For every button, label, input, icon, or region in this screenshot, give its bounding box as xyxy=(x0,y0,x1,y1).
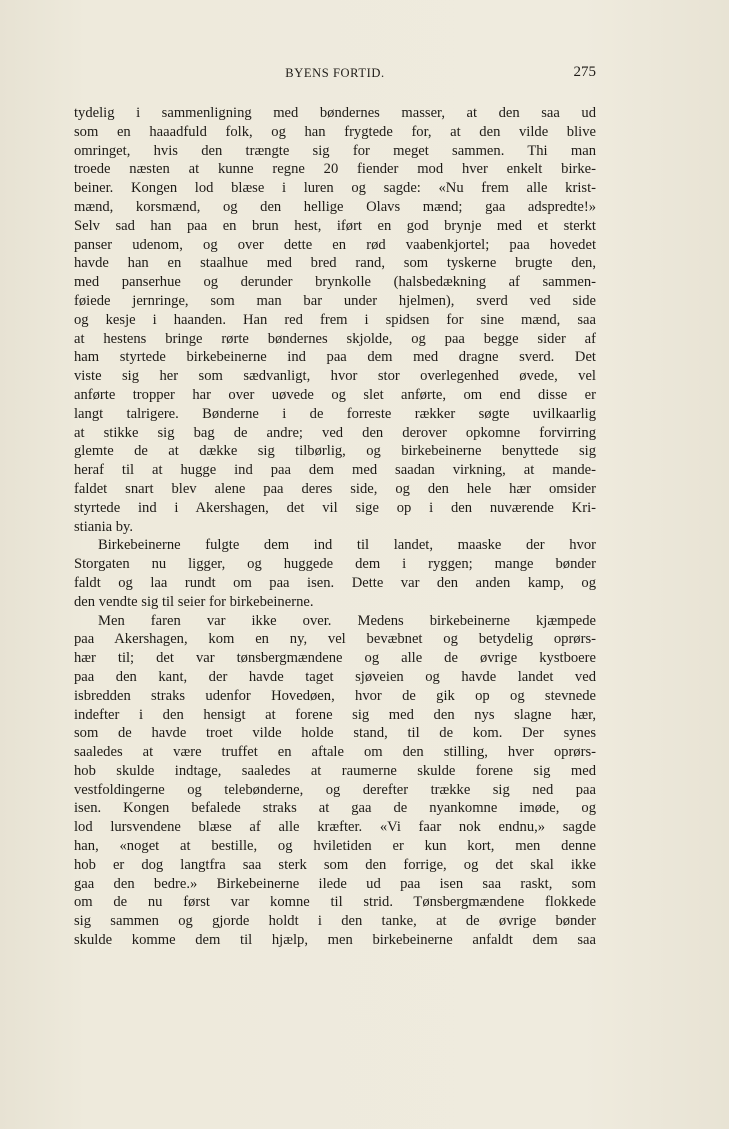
text-line: skulde komme dem til hjælp, men birkebeinerne anfaldt dem saa xyxy=(74,932,596,949)
text-line: faldet snart blev alene paa deres side, og den hele hær omsider xyxy=(74,480,596,497)
text-line: og kesje i haanden. Han red frem i spidsen for sine mænd, saa xyxy=(74,311,596,328)
text-line: stiania by. xyxy=(74,518,134,535)
text-line: lod lursvendene blæse af alle kræfter. «Vi faar nok endnu,» sagde xyxy=(74,819,596,836)
text-line: hob er dog langtfra saa sterk som den forrige, og det skal ikke xyxy=(74,856,596,873)
text-line: sig sammen og gjorde holdt i den tanke, at de øvrige bønder xyxy=(74,913,596,930)
text-line: isen. Kongen befalede straks at gaa de nyankomne imøde, og xyxy=(74,800,596,817)
text-line: Selv sad han paa en brun hest, iført en god brynje med et sterkt xyxy=(74,217,596,234)
text-line: at stikke sig bag de andre; ved den derover opkomne forvirring xyxy=(74,424,596,441)
text-line: som en haaadfuld folk, og han frygtede for, at den vilde blive xyxy=(74,123,596,140)
text-line: faldt og laa rundt om paa isen. Dette var den anden kamp, og xyxy=(74,574,596,591)
text-line: saaledes at være truffet en aftale om den stilling, hver oprørs- xyxy=(74,744,596,761)
text-line: at hestens bringe rørte bøndernes skjolde, og paa begge sider af xyxy=(74,330,596,347)
text-line: anførte tropper har over uøvede og slet anførte, om end disse er xyxy=(74,386,596,403)
running-title: BYENS FORTID. xyxy=(285,66,385,80)
text-line: føiede jernringe, som man bar under hjelmen), sverd ved side xyxy=(74,292,596,309)
body-text xyxy=(74,104,596,950)
text-line: heraf til at hugge ind paa dem med saadan virkning, at mande- xyxy=(74,462,596,479)
text-line: Men faren var ikke over. Medens birkebeinerne kjæmpede xyxy=(98,612,596,629)
text-line: omringet, hvis den trængte sig for meget sammen. Thi man xyxy=(74,142,596,159)
text-line: hær til; det var tønsbergmændene og alle de øvrige kystboere xyxy=(74,650,596,667)
text-line: paa den kant, der havde taget sjøveien og havde landet ved xyxy=(74,668,596,685)
text-line: troede næsten at kunne regne 20 fiender mod hver enkelt birke- xyxy=(74,161,596,178)
text-line: han, «noget at bestille, og hviletiden er kun kort, men denne xyxy=(74,838,596,855)
text-line: indefter i den hensigt at forene sig med den nys slagne hær, xyxy=(74,706,596,723)
text-line: tydelig i sammenligning med bøndernes masser, at den saa ud xyxy=(74,105,596,121)
text-line: med panserhue og derunder brynkolle (halsbedækning af sammen- xyxy=(74,274,596,291)
text-line: styrtede ind i Akershagen, det vil sige op i den nuværende Kri- xyxy=(74,499,596,516)
text-line: langt talrigere. Bønderne i de forreste rækker søgte uvilkaarlig xyxy=(74,405,596,422)
text-line: paa Akershagen, kom en ny, vel bevæbnet og betydelig oprørs- xyxy=(74,631,596,648)
text-line: om de nu først var komne til strid. Tønsbergmændene flokkede xyxy=(74,894,596,911)
text-line: den vendte sig til seier for birkebeinerne. xyxy=(74,593,314,610)
text-line: vestfoldingerne og telebønderne, og derefter trække sig ned paa xyxy=(74,781,596,798)
text-line: glemte de at dække sig tilbørlig, og birkebeinerne benyttede sig xyxy=(74,443,596,460)
text-line: isbredden straks udenfor Hovedøen, hvor de gik op og stevnede xyxy=(74,687,596,704)
text-line: panser udenom, og over dette en rød vaabenkjortel; paa hovedet xyxy=(74,236,596,253)
text-line: havde han en staalhue med bred rand, som tyskerne brugte den, xyxy=(74,255,596,272)
text-line: Birkebeinerne fulgte dem ind til landet, maaske der hvor xyxy=(98,537,596,554)
page-number: 275 xyxy=(573,64,596,80)
text-line: som de havde troet vilde holde stand, til de kom. Der synes xyxy=(74,725,596,742)
text-line: ham styrtede birkebeinerne ind paa dem med dragne sverd. Det xyxy=(74,349,596,366)
text-line: gaa den bedre.» Birkebeinerne ilede ud paa isen saa raskt, som xyxy=(74,875,596,892)
page-header xyxy=(74,66,596,86)
text-line: mænd, korsmænd, og den hellige Olavs mænd; gaa adspredte!» xyxy=(74,198,596,215)
text-line: beiner. Kongen lod blæse i luren og sagde: «Nu frem alle krist- xyxy=(74,180,596,197)
text-line: viste sig her som sædvanligt, hvor stor overlegenhed øvede, vel xyxy=(74,368,596,385)
text-line: Storgaten nu ligger, og huggede dem i ryggen; mange bønder xyxy=(74,556,596,573)
text-line: hob skulde indtage, saaledes at raumerne skulde forene sig med xyxy=(74,762,596,779)
